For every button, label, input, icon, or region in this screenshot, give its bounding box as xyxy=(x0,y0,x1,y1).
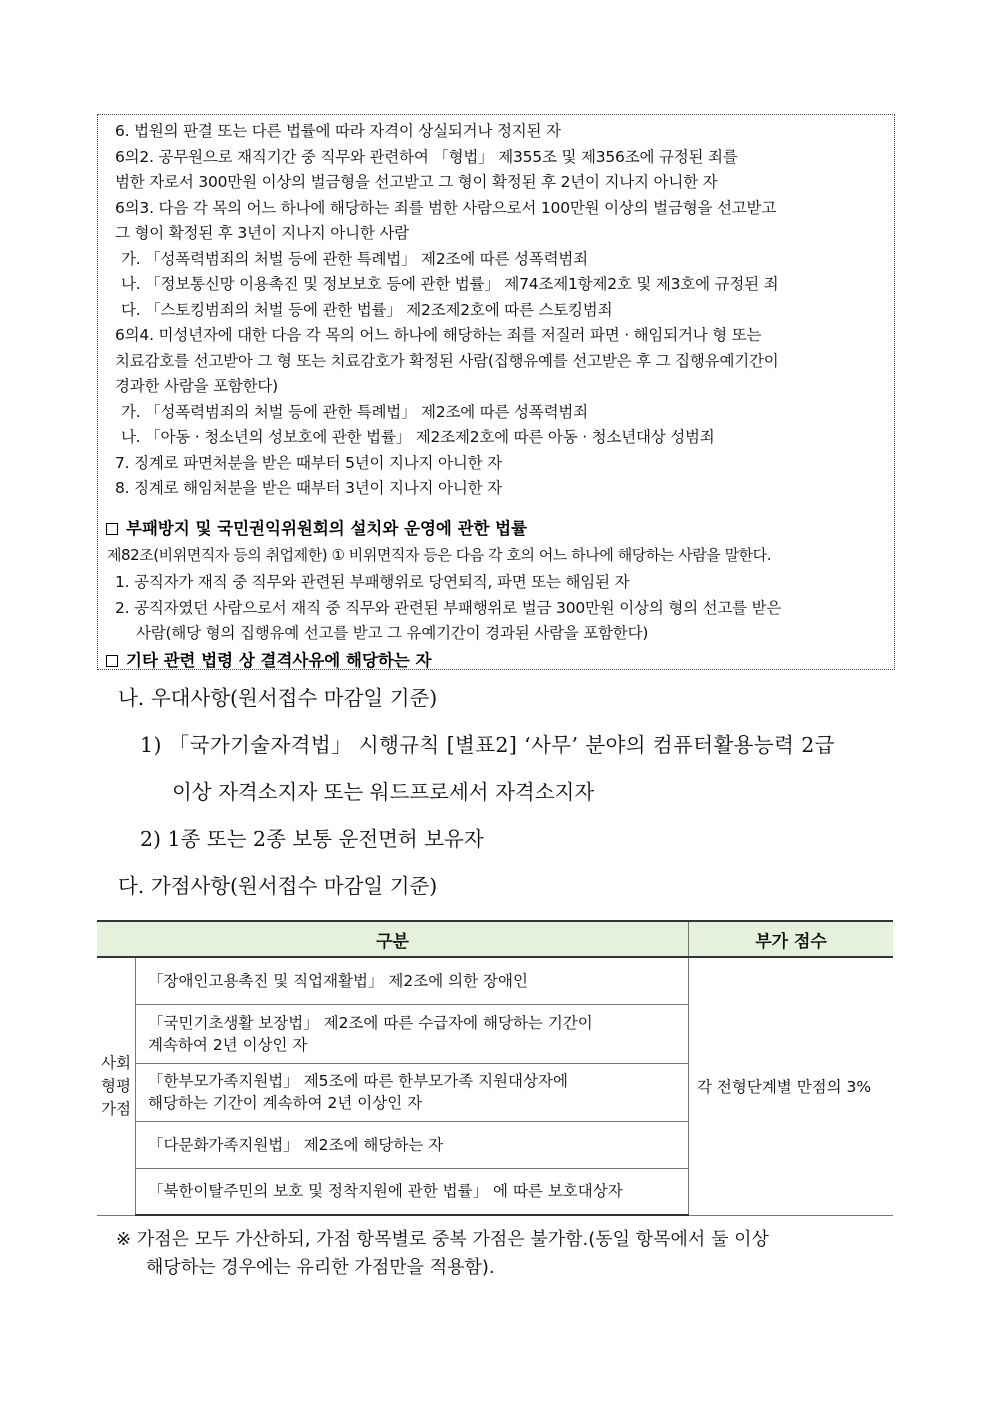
criteria-cell: 「다문화가족지원법」 제2조에 해당하는 자 xyxy=(136,1121,689,1168)
section-title: 나. 우대사항(원서접수 마감일 기준) xyxy=(118,686,438,710)
footnote-line: 해당하는 경우에는 유리한 가점만을 적용함). xyxy=(146,1257,495,1278)
heading-text: 부패방지 및 국민권익위원회의 설치와 운영에 관한 법률 xyxy=(126,519,528,538)
section-title: 다. 가점사항(원서접수 마감일 기준) xyxy=(118,874,438,898)
footnote-line: ※ 가점은 모두 가산하되, 가점 항목별로 중복 가점은 불가함.(동일 항목에서 둘 이상 xyxy=(116,1229,769,1250)
box-line: 경과한 사람을 포함한다) xyxy=(115,377,279,395)
box-line: 가. 「성폭력범죄의 처벌 등에 관한 특례법」 제2조에 따른 성폭력범죄 xyxy=(121,250,588,268)
criteria-cell: 「장애인고용촉진 및 직업재활법」 제2조에 의한 장애인 xyxy=(136,957,689,1004)
box-line: 그 형이 확정된 후 3년이 지나지 아니한 사람 xyxy=(115,224,409,242)
criteria-cell: 「국민기초생활 보장법」 제2조에 따른 수급자에 해당하는 기간이 계속하여 2년 이상인 자 xyxy=(136,1004,689,1063)
table-header-row xyxy=(97,921,893,957)
preference-item-cont: 이상 자격소지자 또는 워드프로세서 자격소지자 xyxy=(172,780,595,804)
box-line: 다. 「스토킹범죄의 처벌 등에 관한 법률」 제2조제2호에 따른 스토킹범죄 xyxy=(121,301,613,319)
criteria-cell: 「한부모가족지원법」 제5조에 따른 한부모가족 지원대상자에 해당하는 기간이 계속하여 2년 이상인 자 xyxy=(136,1063,689,1121)
heading-text: 기타 관련 법령 상 결격사유에 해당하는 자 xyxy=(126,651,432,670)
checkbox-square-icon xyxy=(106,523,118,535)
box-line: 7. 징계로 파면처분을 받은 때부터 5년이 지나지 아니한 자 xyxy=(115,454,502,472)
section-heading xyxy=(106,515,527,539)
preference-item: 1) 「국가기술자격법」 시행규칙 [별표2] ‘사무’ 분야의 컴퓨터활용능력 2급 xyxy=(140,733,835,757)
category-cell: 사회 형평 가점 xyxy=(97,957,136,1215)
checkbox-square-icon xyxy=(106,655,118,667)
box-line: 6의3. 다음 각 목의 어느 하나에 해당하는 죄를 범한 사람으로서 100만원 이상의 벌금형을 선고받고 xyxy=(115,199,777,217)
criteria-cell: 「북한이탈주민의 보호 및 정착지원에 관한 법률」 에 따른 보호대상자 xyxy=(136,1168,689,1215)
box-line: 나. 「아동 · 청소년의 성보호에 관한 법률」 제2조제2호에 따른 아동 · 청소년대상 성범죄 xyxy=(121,428,715,446)
box-line: 6. 법원의 판결 또는 다른 법률에 따라 자격이 상실되거나 정지된 자 xyxy=(115,122,561,140)
score-cell: 각 전형단계별 만점의 3% xyxy=(689,957,894,1215)
article-text: 제82조(비위면직자 등의 취업제한) ① 비위면직자 등은 다음 각 호의 어느 하나에 해당하는 사람을 말한다. xyxy=(107,546,772,564)
box-line: 6의4. 미성년자에 대한 다음 각 목의 어느 하나에 해당하는 죄를 저질러 파면 · 해임되거나 형 또는 xyxy=(115,326,762,344)
section-heading xyxy=(106,647,431,671)
bonus-points-table xyxy=(97,920,893,1216)
list-item: 2. 공직자였던 사람으로서 재직 중 직무와 관련된 부패행위로 벌금 300만원 이상의 형의 선고를 받은 xyxy=(115,599,782,617)
box-line: 8. 징계로 해임처분을 받은 때부터 3년이 지나지 아니한 자 xyxy=(115,479,502,497)
box-line: 6의2. 공무원으로 재직기간 중 직무와 관련하여 「형법」 제355조 및 제356조에 규정된 죄를 xyxy=(115,148,738,166)
box-line: 치료감호를 선고받아 그 형 또는 치료감호가 확정된 사람(집행유예를 선고받은 후 그 집행유예기간이 xyxy=(115,352,779,370)
header-category: 구분 xyxy=(97,921,689,957)
box-line: 범한 자로서 300만원 이상의 벌금형을 선고받고 그 형이 확정된 후 2년이 지나지 아니한 자 xyxy=(115,173,718,191)
box-line: 나. 「정보통신망 이용촉진 및 정보보호 등에 관한 법률」 제74조제1항제2호 및 제3호에 규정된 죄 xyxy=(121,275,779,293)
preference-item: 2) 1종 또는 2종 보통 운전면허 보유자 xyxy=(140,827,484,851)
table-row xyxy=(97,957,893,1004)
header-score: 부가 점수 xyxy=(689,921,894,957)
footnote xyxy=(116,1226,900,1282)
list-item: 사람(해당 형의 집행유예 선고를 받고 그 유예기간이 경과된 사람을 포함한다) xyxy=(136,624,649,642)
box-line: 가. 「성폭력범죄의 처벌 등에 관한 특례법」 제2조에 따른 성폭력범죄 xyxy=(121,403,588,421)
list-item: 1. 공직자가 재직 중 직무와 관련된 부패행위로 당연퇴직, 파면 또는 해임된 자 xyxy=(115,573,630,591)
